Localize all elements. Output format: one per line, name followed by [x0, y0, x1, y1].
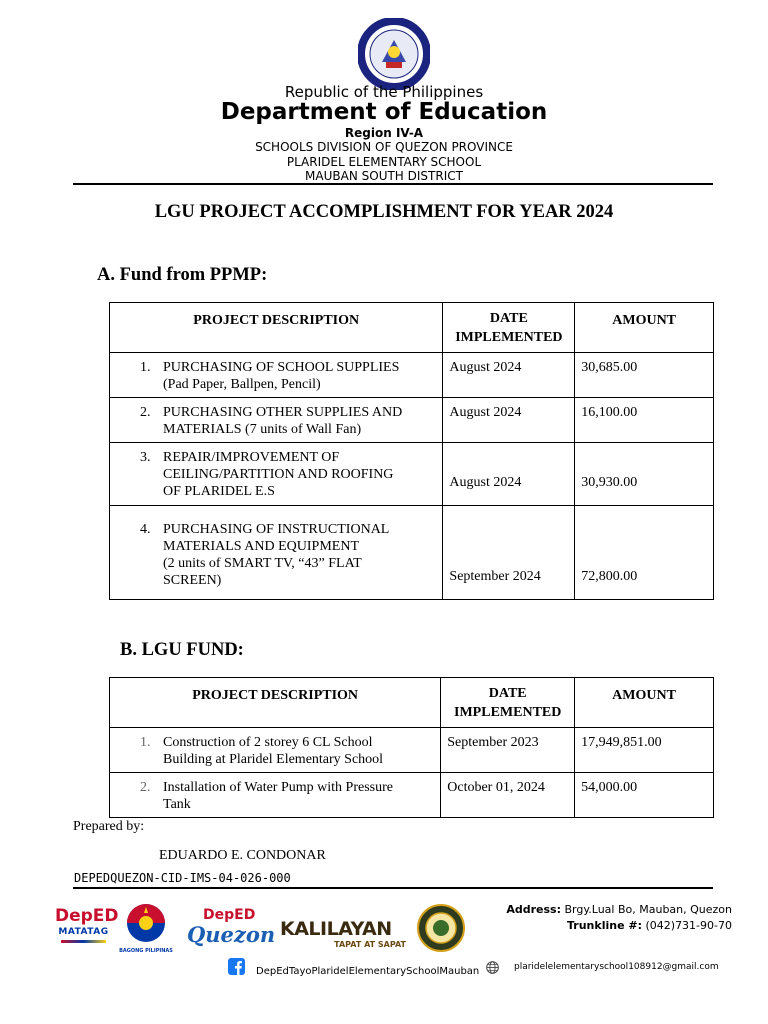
division-text: SCHOOLS DIVISION OF QUEZON PROVINCE	[255, 140, 513, 154]
facebook-page-link[interactable]: DepEdTayoPlaridelElementarySchoolMauban	[256, 966, 480, 977]
row-date: August 2024	[443, 353, 575, 398]
ppmp-table	[109, 302, 714, 600]
document-code: DEPEDQUEZON-CID-IMS-04-026-000	[74, 871, 291, 885]
row-description: 2. PURCHASING OTHER SUPPLIES AND MATERIALS (7 units of Wall Fan)	[110, 398, 443, 443]
section-a-heading: A. Fund from PPMP:	[97, 265, 268, 285]
deped-seal-logo	[358, 18, 430, 90]
trunkline-line: Trunkline #: (042)731-90-70	[567, 919, 732, 932]
col-project-description: PROJECT DESCRIPTION	[110, 678, 441, 728]
deped-quezon-logo: DepED Quezon	[187, 907, 276, 947]
col-date-implemented: DATE IMPLEMENTED	[443, 303, 575, 353]
table-row	[110, 353, 714, 398]
table-row	[110, 443, 714, 506]
table-row	[110, 398, 714, 443]
col-amount: AMOUNT	[575, 678, 714, 728]
row-description: 2. Installation of Water Pump with Pressure Tank	[110, 773, 441, 818]
col-date-implemented: DATE IMPLEMENTED	[441, 678, 575, 728]
email-link[interactable]: plaridelelementaryschool108912@gmail.com	[514, 962, 719, 972]
row-description: 4. PURCHASING OF INSTRUCTIONAL MATERIALS AND EQUIPMENT (2 units of SMART TV, “43” FLAT SCREEN)	[110, 506, 443, 600]
row-description: 3. REPAIR/IMPROVEMENT OF CEILING/PARTITION AND ROOFING OF PLARIDEL E.S	[110, 443, 443, 506]
col-amount: AMOUNT	[575, 303, 714, 353]
row-date: September 2023	[441, 728, 575, 773]
header-divider	[73, 183, 713, 185]
department-title: Department of Education	[220, 99, 548, 125]
table-row	[110, 506, 714, 600]
row-date: August 2024	[443, 398, 575, 443]
bagong-pilipinas-icon	[117, 903, 175, 943]
address-line: Address: Brgy.Lual Bo, Mauban, Quezon	[506, 903, 732, 916]
school-info	[0, 140, 768, 184]
footer-divider	[73, 887, 713, 889]
bagong-pilipinas-logo: BAGONG PILIPINAS	[117, 903, 175, 955]
document-title: LGU PROJECT ACCOMPLISHMENT FOR YEAR 2024	[154, 202, 614, 222]
row-description: 1. PURCHASING OF SCHOOL SUPPLIES (Pad Paper, Ballpen, Pencil)	[110, 353, 443, 398]
row-amount: 30,930.00	[575, 443, 714, 506]
school-name: PLARIDEL ELEMENTARY SCHOOL	[286, 154, 482, 169]
facebook-icon	[228, 958, 245, 975]
row-amount: 16,100.00	[575, 398, 714, 443]
ppmp-table-header	[110, 303, 714, 353]
row-date: August 2024	[443, 443, 575, 506]
row-date: October 01, 2024	[441, 773, 575, 818]
region-text: Region IV-A	[344, 126, 424, 140]
republic-text: Republic of the Philippines	[284, 83, 484, 101]
row-amount: 17,949,851.00	[575, 728, 714, 773]
row-date: September 2024	[443, 506, 575, 600]
table-row	[110, 773, 714, 818]
section-b-heading: B. LGU FUND:	[120, 640, 244, 660]
footer-contact	[506, 902, 732, 934]
school-seal-logo	[417, 904, 465, 952]
row-amount: 54,000.00	[575, 773, 714, 818]
lgu-table-header	[110, 678, 714, 728]
kalilayan-logo: KALILAYAN TAPAT AT SAPAT	[280, 918, 406, 949]
row-amount: 72,800.00	[575, 506, 714, 600]
row-description: 1. Construction of 2 storey 6 CL School Building at Plaridel Elementary School	[110, 728, 441, 773]
deped-matatag-logo: DepED MATATAG	[55, 905, 112, 955]
prepared-by-label: Prepared by:	[73, 819, 145, 834]
table-row	[110, 728, 714, 773]
col-project-description: PROJECT DESCRIPTION	[110, 303, 443, 353]
district-text: MAUBAN SOUTH DISTRICT	[305, 169, 463, 183]
lgu-fund-table	[109, 677, 714, 818]
row-amount: 30,685.00	[575, 353, 714, 398]
preparer-name: EDUARDO E. CONDONAR	[159, 848, 326, 863]
globe-icon	[486, 961, 499, 974]
